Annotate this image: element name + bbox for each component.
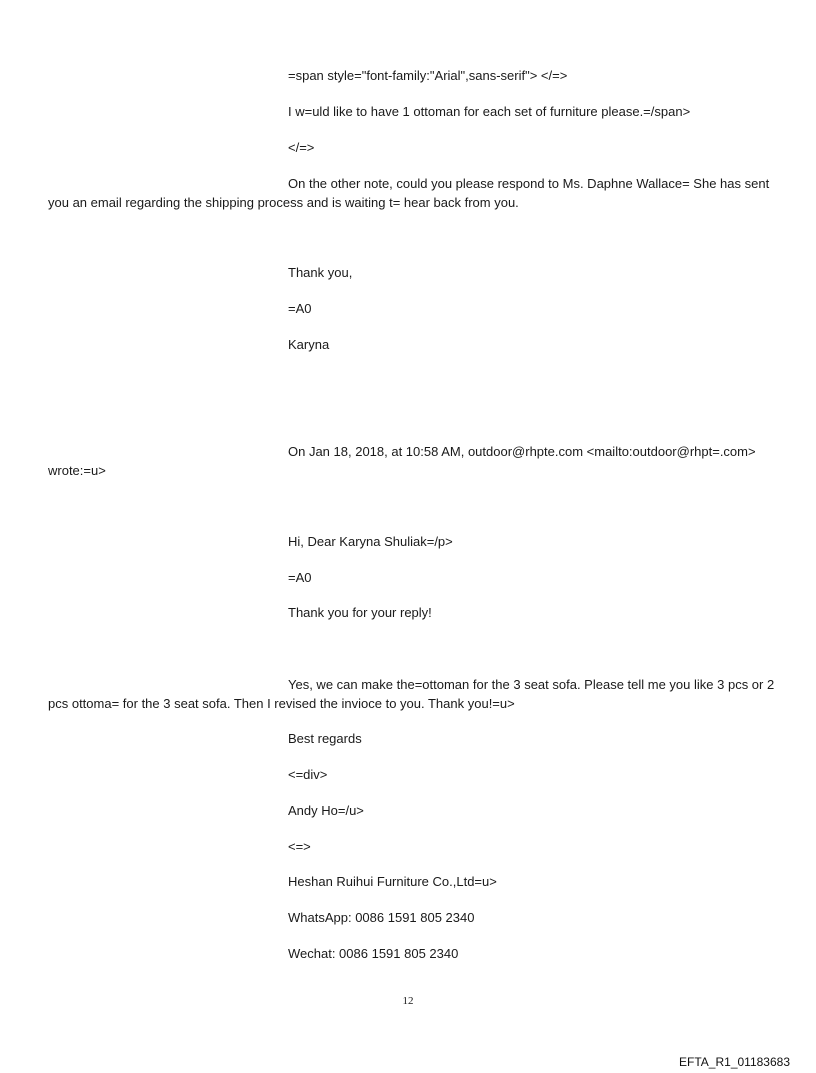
empty-tag-line: <=> — [288, 839, 311, 854]
div-tag-line: <=div> — [288, 767, 328, 782]
wechat-line: Wechat: 0086 1591 805 2340 — [288, 946, 459, 961]
span-style-line: =span style="font-family:"Arial",sans-serif"> </=> — [288, 68, 568, 83]
signature-andy-ho: Andy Ho=/u> — [288, 803, 364, 818]
nbsp-line-2: =A0 — [288, 570, 312, 585]
ottoman-request-line: I w=uld like to have 1 ottoman for each set of furniture please.=/span> — [288, 104, 691, 119]
thanks-reply-line: Thank you for your reply! — [288, 605, 432, 620]
greeting-line: Hi, Dear Karyna Shuliak=/p> — [288, 534, 453, 549]
quoted-header-paragraph: On Jan 18, 2018, at 10:58 AM, outdoor@rhpte.com <mailto:outdoor@rhpt=.com> wrote:=u> — [48, 444, 756, 478]
company-name-line: Heshan Ruihui Furniture Co.,Ltd=u> — [288, 874, 497, 889]
ottoman-reply-paragraph: Yes, we can make the=ottoman for the 3 seat sofa. Please tell me you like 3 pcs or 2 pcs ottoma= for the 3 seat sofa. Then I revised the invioce to you. Thank you!=u> — [48, 677, 775, 711]
page-number: 12 — [402, 995, 414, 1007]
best-regards-line: Best regards — [288, 731, 362, 746]
nbsp-line-1: =A0 — [288, 301, 312, 316]
thank-you-line: Thank you, — [288, 265, 353, 280]
signature-karyna: Karyna — [288, 337, 330, 352]
closing-tag-line: </=> — [288, 140, 315, 155]
whatsapp-line: WhatsApp: 0086 1591 805 2340 — [288, 910, 475, 925]
shipping-note-paragraph: On the other note, could you please respond to Ms. Daphne Wallace= She has sent you an email regarding the shipping process and is waiting t= hear back from you. — [48, 176, 770, 210]
document-id: EFTA_R1_01183683 — [679, 1055, 790, 1069]
